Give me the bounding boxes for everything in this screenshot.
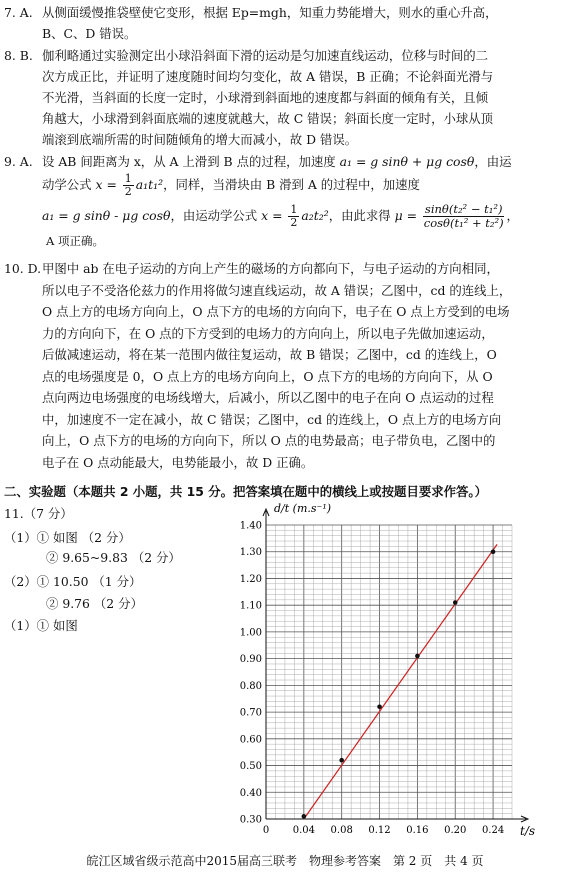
y-tick-label: 0.30 bbox=[239, 814, 262, 826]
q7-line-2: B、C、D 错误。 bbox=[42, 26, 137, 41]
q9-l3-text-2: ，由此求得 bbox=[328, 208, 391, 223]
data-point bbox=[339, 758, 344, 763]
q8-number: 8. B. bbox=[4, 48, 33, 63]
q8-line-2: 次方成正比，并证明了速度随时间均匀变化，故 A 错误，B 正确；不论斜面光滑与 bbox=[42, 69, 494, 84]
y-tick-label: 0.60 bbox=[239, 734, 262, 746]
q8-line-5: 端滚到底端所需的时间随倾角的增大而减小，故 D 错误。 bbox=[42, 132, 358, 147]
y-tick-label: 1.00 bbox=[239, 627, 262, 639]
y-tick-label: 1.40 bbox=[239, 520, 262, 532]
q10-line-9: 向上，O 点下方的电场的方向向下，所以 O 点的电势最高；电子带负电，乙图中的 bbox=[42, 433, 496, 448]
q11-title: 11.（7 分） bbox=[4, 506, 73, 521]
q8-line-4: 角越大，小球滑到斜面底端的速度就越大，故 C 错误；斜面长度一定时，小球从顶 bbox=[42, 111, 494, 126]
q9-l2-frac-num: 1 bbox=[124, 172, 132, 185]
q9-line-2 bbox=[42, 173, 420, 198]
x-tick-label: 0.08 bbox=[330, 825, 353, 836]
y-tick-label: 1.10 bbox=[239, 600, 262, 612]
data-point bbox=[453, 600, 458, 605]
q9-l3-x: x = bbox=[261, 208, 283, 223]
chart-grid bbox=[266, 525, 512, 819]
q9-l1-text: 设 AB 间距离为 x，从 A 上滑到 B 点的过程，加速度 bbox=[42, 154, 336, 169]
q9-mu: μ = bbox=[394, 208, 417, 223]
q9-l2-fraction bbox=[123, 173, 134, 198]
q9-mu-num: sinθ(t₂² − t₁²) bbox=[424, 202, 503, 216]
data-point bbox=[302, 814, 307, 819]
data-point bbox=[491, 549, 496, 554]
q8-line-3: 不光滑，当斜面的长度一定时，小球滑到斜面地的速度都与斜面的倾角有关，且倾 bbox=[42, 90, 489, 105]
q7-line-1: 从侧面缓慢推袋壁使它变形，根据 Ep=mgh，知重力势能增大，则水的重心升高， bbox=[42, 5, 498, 20]
q11-answer-1-1: （1）① 如图 （2 分） bbox=[4, 530, 131, 545]
y-axis-label: d/t (m.s⁻¹) bbox=[274, 502, 332, 515]
x-tick-label: 0.24 bbox=[481, 825, 505, 836]
q10-line-10: 电子在 O 点动能最大，电势能最小，故 D 正确。 bbox=[42, 454, 314, 470]
q9-l3-term: a₂t₂² bbox=[301, 208, 329, 223]
q11-answer-1-3: （1）① 如图 bbox=[4, 618, 78, 633]
q10-number: 10. D. bbox=[4, 261, 42, 276]
y-tick-label: 1.30 bbox=[239, 547, 262, 559]
q9-line-1 bbox=[42, 151, 511, 173]
q10-line-3: O 点上方的电场方向向上，O 点下方的电场的方向向下，电子在 O 点上方受到的电场 bbox=[42, 304, 510, 319]
y-tick-label: 0.40 bbox=[239, 787, 262, 799]
q11-answer-1-2: ② 9.65~9.83 （2 分） bbox=[46, 550, 181, 565]
page-footer: 皖江区域省级示范高中2015届高三联考 物理参考答案 第 2 页 共 4 页 bbox=[86, 854, 484, 868]
q9-l2-tail: ，同样，当滑块由 B 滑到 A 的过程中，加速度 bbox=[163, 177, 420, 192]
q9-l1-tail: ，由运 bbox=[474, 154, 512, 169]
question-7 bbox=[0, 2, 570, 46]
y-tick-label: 0.80 bbox=[239, 680, 262, 692]
y-tick-label: 0.90 bbox=[239, 654, 262, 666]
q11-answer-2-1: （2）① 10.50 （1 分） bbox=[4, 574, 142, 589]
q10-line-6: 点的电场强度是 0，O 点上方的电场方向向上，O 点下方的电场的方向向下，从 O bbox=[42, 368, 493, 384]
chart-marks bbox=[302, 544, 498, 819]
q9-l3-text: ，由运动学公式 bbox=[170, 208, 258, 223]
q10-line-8: 中，加速度不一定在减小，故 C 错误；乙图中，cd 的连线上，O 点上方的电场方向 bbox=[42, 411, 502, 427]
q10-line-2: 所以电子不受洛伦兹力的作用将做匀速直线运动，故 A 错误；乙图中，cd 的连线上， bbox=[42, 282, 512, 298]
q9-l3-tail: ， bbox=[506, 208, 519, 223]
q9-accel-formula-1: a₁ = g sinθ + μg cosθ bbox=[339, 154, 475, 169]
x-tick-label: 0.04 bbox=[292, 825, 315, 836]
q9-accel-formula-2: a₁ = g sinθ - μg cosθ bbox=[42, 208, 171, 223]
y-tick-label: 1.20 bbox=[239, 573, 262, 585]
q8-line-1: 伽利略通过实验测定出小球沿斜面下滑的运动是匀加速直线运动，位移与时间的二 bbox=[42, 48, 489, 63]
q9-l2-frac-den: 2 bbox=[124, 185, 132, 198]
x-tick-label: 0 bbox=[262, 825, 270, 836]
section-2-heading: 二、实验题（本题共 2 小题，共 15 分。把答案填在题中的横线上或按题目要求作答。） bbox=[4, 484, 487, 499]
x-axis-label: t/s bbox=[520, 824, 536, 838]
q10-line-1: 甲图中 ab 在电子运动的方向上产生的磁场的方向都向下，与电子运动的方向相同， bbox=[42, 261, 499, 276]
fit-line bbox=[304, 544, 497, 819]
q9-mu-fraction bbox=[423, 203, 505, 230]
x-tick-label: 0.20 bbox=[444, 825, 467, 836]
q10-line-5: 后做减速运动，将在某一范围内做往复运动，故 B 错误；乙图中，cd 的连线上，O bbox=[42, 347, 497, 362]
q11-answer-2-2: ② 9.76 （2 分） bbox=[46, 596, 143, 611]
q9-l3-frac-num: 1 bbox=[290, 203, 298, 216]
dt-vs-t-chart bbox=[236, 500, 546, 840]
q9-l2-x: x = bbox=[95, 177, 117, 192]
x-tick-label: 0.12 bbox=[368, 825, 391, 836]
question-9 bbox=[0, 151, 570, 257]
q9-l3-fraction bbox=[288, 204, 299, 229]
q10-line-4: 力的方向向下，在 O 点的下方受到的电场力的方向向上，所以电子先做加速运动， bbox=[42, 325, 494, 341]
x-tick-label: 0.16 bbox=[406, 825, 429, 836]
y-tick-label: 0.70 bbox=[239, 707, 262, 719]
data-point bbox=[377, 704, 382, 709]
q9-number: 9. A. bbox=[4, 154, 33, 169]
question-10 bbox=[0, 258, 570, 478]
q9-l2-term: a₁t₁² bbox=[135, 177, 164, 192]
q9-mu-den: cosθ(t₁² + t₂²) bbox=[423, 216, 504, 230]
question-8 bbox=[0, 45, 570, 155]
q9-l2-text: 动学公式 bbox=[42, 177, 92, 192]
q9-line-3 bbox=[42, 203, 519, 230]
q9-l3-frac-den: 2 bbox=[290, 216, 298, 229]
q10-line-7: 点向两边电场强度的电场线增大，后减小，所以乙图中的电子在向 O 点运动的过程 bbox=[42, 390, 494, 405]
y-tick-label: 0.50 bbox=[239, 761, 262, 773]
data-point bbox=[415, 654, 420, 659]
q9-line-4: A 项正确。 bbox=[46, 234, 104, 248]
q7-number: 7. A. bbox=[4, 5, 33, 20]
